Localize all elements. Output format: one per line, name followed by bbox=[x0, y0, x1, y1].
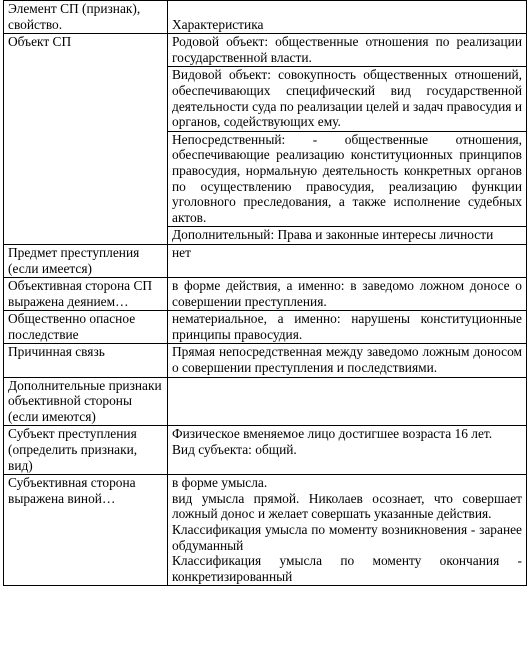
document-table-container bbox=[3, 0, 527, 586]
additional-features-cell bbox=[168, 377, 527, 426]
row-label-consequence: Общественно опасное последствие bbox=[4, 311, 168, 344]
table-row-subject-matter bbox=[4, 244, 527, 277]
header-cell-characteristic: Характеристика bbox=[168, 1, 527, 34]
table-row-additional-features bbox=[4, 377, 527, 426]
table-row-objective-side bbox=[4, 278, 527, 311]
subject-line: Вид субъекта: общий. bbox=[172, 442, 297, 458]
crime-elements-table bbox=[3, 0, 527, 586]
row-label-subject-matter: Предмет преступления (если имеется) bbox=[4, 244, 168, 277]
object-specific-cell: Видовой объект: совокупность общественных отношений, обеспечивающих специфический вид государственной деятельности суда по реализации целей и задач правосудия и органов, содействующих ему. bbox=[168, 67, 527, 131]
header-cell-element: Элемент СП (признак), свойство. bbox=[4, 1, 168, 34]
subject-matter-cell: нет bbox=[168, 244, 527, 277]
row-label-subjective-side: Субъективная сторона выражена виной… bbox=[4, 475, 168, 586]
table-row-causation bbox=[4, 344, 527, 377]
table-row-object-generic bbox=[4, 34, 527, 67]
subject-line: Физическое вменяемое лицо достигшее возраста 16 лет. bbox=[172, 426, 493, 442]
subjective-side-line: Классификация умысла по моменту окончания - конкретизированный bbox=[172, 553, 522, 584]
table-row-subjective-side bbox=[4, 475, 527, 586]
subjective-side-line: вид умысла прямой. Николаев осознает, что совершает ложный донос и желает совершать указанные действия. bbox=[172, 490, 522, 522]
row-label-causation: Причинная связь bbox=[4, 344, 168, 377]
table-header-row bbox=[4, 1, 527, 34]
row-label-objective-side: Объективная сторона СП выражена деянием… bbox=[4, 278, 168, 311]
objective-side-cell: в форме действия, а именно: в заведомо ложном доносе о совершении преступления. bbox=[168, 278, 527, 311]
consequence-cell: нематериальное, а именно: нарушены конституционные принципы правосудия. bbox=[168, 311, 527, 344]
object-generic-cell: Родовой объект: общественные отношения по реализации государственной власти. bbox=[168, 34, 527, 67]
table-row-subject bbox=[4, 426, 527, 475]
subjective-side-line: Классификация умысла по моменту возникновения - заранее обдуманный bbox=[172, 522, 522, 553]
row-label-object: Объект СП bbox=[4, 34, 168, 245]
row-label-additional-features: Дополнительные признаки объективной стороны (если имеются) bbox=[4, 377, 168, 426]
subject-cell bbox=[168, 426, 527, 475]
table-row-consequence bbox=[4, 311, 527, 344]
causation-cell: Прямая непосредственная между заведомо ложным доносом о совершении преступления и последствиями. bbox=[168, 344, 527, 377]
object-direct-cell: Непосредственный: - общественные отношения, обеспечивающие реализацию конституционных принципов правосудия, нормальную деятельность конкретных органов по осуществлению правосудия, реализацию функции уголовного преследования, а также исполнение судебных актов. bbox=[168, 131, 527, 227]
subjective-side-line: в форме умысла. bbox=[172, 475, 268, 491]
row-label-subject: Субъект преступления (определить признаки, вид) bbox=[4, 426, 168, 475]
object-additional-cell: Дополнительный: Права и законные интересы личности bbox=[168, 227, 527, 245]
subjective-side-cell bbox=[168, 475, 527, 586]
